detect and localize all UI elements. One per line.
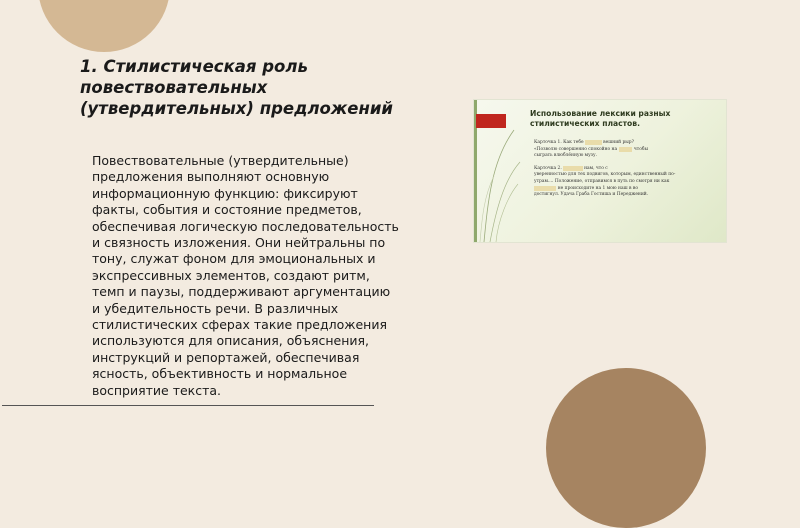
slide-image-red-tab: [476, 114, 506, 128]
embedded-slide-image: [474, 100, 726, 242]
slide-image-card-1: Карточка 1. Как тебе вешний рыр? «Позволю совершенно спокойно на чтобы сыграть влюблённую музу.: [534, 140, 648, 159]
decorative-circle-top: [38, 0, 170, 52]
decorative-circle-bottom: [546, 368, 706, 528]
slide-image-title: Использование лексики разных стилистических пластов.: [530, 109, 671, 128]
slide-body-text: Повествовательные (утвердительные) предложения выполняют основную информационную функцию: фиксируют факты, события и состояние предметов, обеспечивая логическую последовательность и связность изложения. Они нейтральны по тону, служат фоном для эмоциональных и экспрессивных элементов, создают ритм, темп и паузы, поддерживают аргументацию и убедительность речи. В различных стилистических сферах такие предложения используются для описания, объяснения, инструкций и репортажей, обеспечивая ясность, объективность и нормальное восприятие текста.: [92, 153, 399, 398]
slide-image-card-2: Карточка 2. нам, что с уверенностью для тех подвигов, которым, единственный по- утрам.... Положение, отправимся в путь по смотря ни как не происходите на 1 мою наш в во достигнул. Удача Граба Гостиша и Переджений.: [534, 165, 676, 198]
divider-line: [2, 405, 374, 406]
slide-image-text: [534, 140, 720, 205]
slide-title: 1. Стилистическая роль повествовательных (утвердительных) предложений: [80, 57, 393, 118]
